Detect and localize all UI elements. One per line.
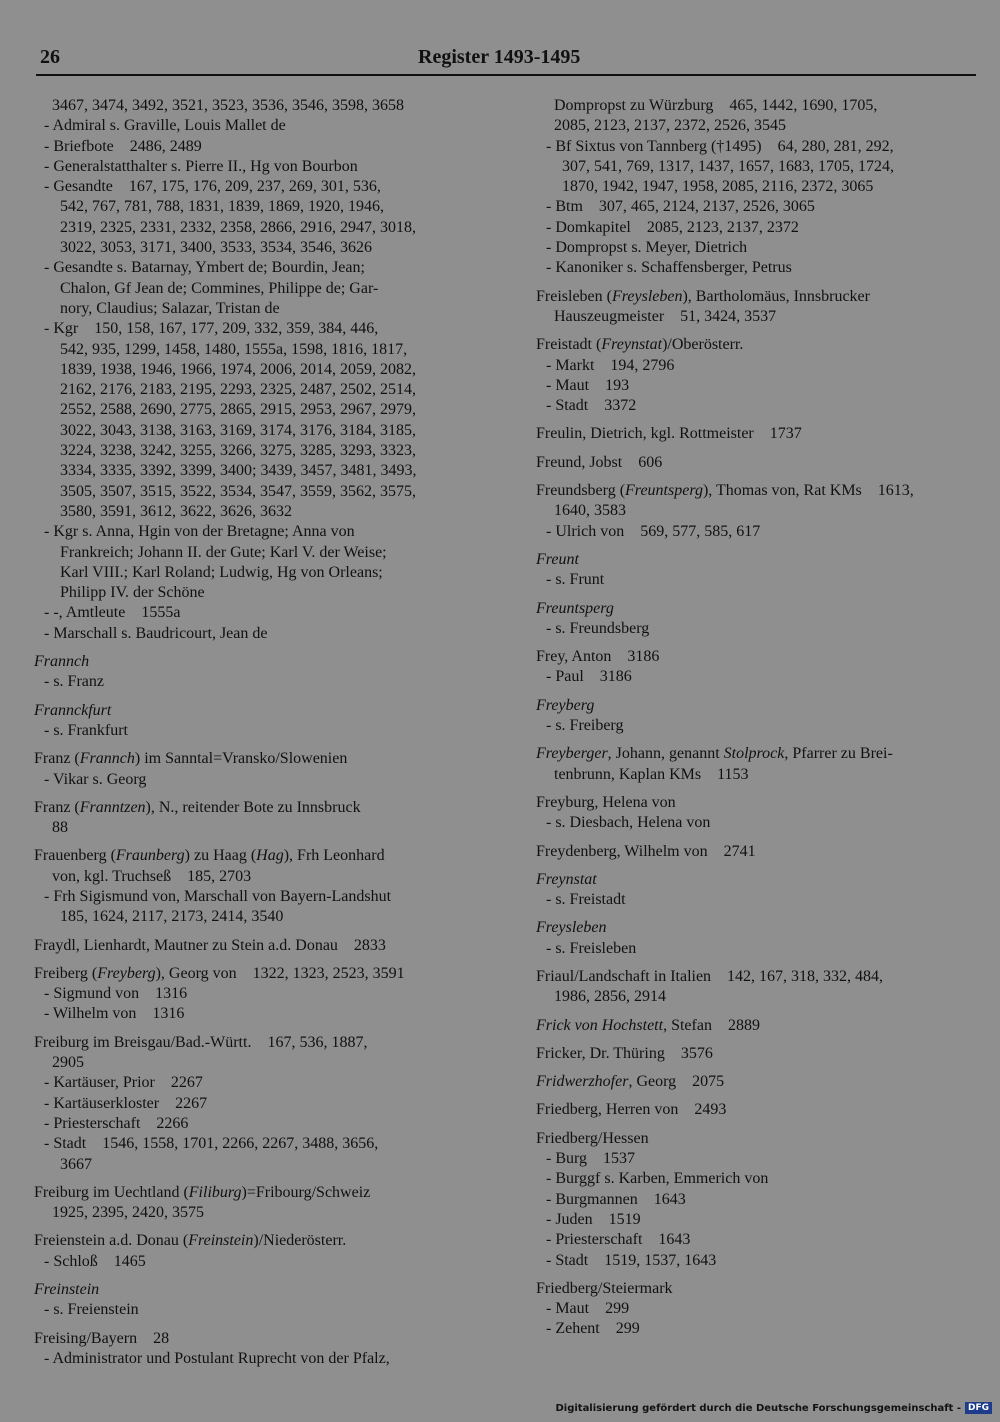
subentry-line: - Bf Sixtus von Tannberg (†1495) 64, 280, 281, 292, bbox=[546, 137, 894, 155]
subentry-line: - s. Frankfurt bbox=[44, 721, 128, 739]
subentry-line: - Frh Sigismund von, Marschall von Bayern-Landshut bbox=[44, 887, 392, 905]
entry-headword-line: Fricker, Dr. Thüring 3576 bbox=[536, 1044, 713, 1062]
entry-headword-line: Freyberger, Johann, genannt Stolprock, Pfarrer zu Brei- bbox=[536, 745, 893, 763]
subentry-line: - Burgmannen 1643 bbox=[546, 1190, 686, 1208]
continuation-line: 1870, 1942, 1947, 1958, 2085, 2116, 2372, 3065 bbox=[562, 178, 874, 196]
subentry-line: - Kartäuserkloster 2267 bbox=[44, 1094, 208, 1112]
entry-headword-line: Friedberg/Hessen bbox=[536, 1129, 649, 1147]
continuation-line: 88 bbox=[52, 819, 68, 837]
entry-headword-line: Franz (Franntzen), N., reitender Bote zu Innsbruck bbox=[34, 798, 361, 816]
subentry-line: - Vikar s. Georg bbox=[44, 770, 147, 788]
continuation-line: Dompropst zu Würzburg 465, 1442, 1690, 1705, bbox=[554, 97, 878, 114]
subentry-line: - Generalstatthalter s. Pierre II., Hg von Bourbon bbox=[44, 157, 358, 175]
entry-headword-line: Freiburg im Uechtland (Filiburg)=Fribourg/Schweiz bbox=[34, 1183, 371, 1201]
entry-headword-line: Freydenberg, Wilhelm von 2741 bbox=[536, 842, 756, 860]
continuation-line: 307, 541, 769, 1317, 1437, 1657, 1683, 1705, 1724, bbox=[562, 157, 894, 175]
subentry-line: - Schloß 1465 bbox=[44, 1252, 146, 1270]
entry-headword-line: Freulin, Dietrich, kgl. Rottmeister 1737 bbox=[536, 425, 802, 443]
entry-headword-line: Freysleben bbox=[536, 919, 607, 937]
subentry-line: - Sigmund von 1316 bbox=[44, 985, 188, 1003]
continuation-line: Hauszeugmeister 51, 3424, 3537 bbox=[554, 307, 777, 325]
entry-headword-line: Fraydl, Lienhardt, Mautner zu Stein a.d. Donau 2833 bbox=[34, 936, 386, 954]
subentry-line: - s. Frunt bbox=[546, 571, 605, 589]
register-entry bbox=[536, 1129, 982, 1271]
continuation-line: nory, Claudius; Salazar, Tristan de bbox=[60, 299, 280, 317]
entry-headword-line: Freunt bbox=[536, 550, 579, 568]
register-entry bbox=[536, 335, 982, 416]
entry-headword-line: Friaul/Landschaft in Italien 142, 167, 318, 332, 484, bbox=[536, 967, 884, 985]
subentry-line: - Wilhelm von 1316 bbox=[44, 1005, 185, 1023]
register-entry bbox=[536, 1044, 982, 1064]
entry-headword-line: Friedberg, Herren von 2493 bbox=[536, 1101, 727, 1119]
entry-headword-line: Freyberg bbox=[536, 696, 595, 714]
register-entry bbox=[536, 842, 982, 862]
register-entry bbox=[536, 793, 982, 834]
subentry-line: - Stadt 1519, 1537, 1643 bbox=[546, 1251, 717, 1269]
page-header bbox=[40, 46, 975, 74]
subentry-line: - Stadt 3372 bbox=[546, 397, 637, 415]
continuation-line: 3580, 3591, 3612, 3622, 3626, 3632 bbox=[60, 502, 292, 520]
entry-headword-line: Fridwerzhofer, Georg 2075 bbox=[536, 1073, 725, 1091]
register-entry bbox=[536, 918, 982, 959]
continuation-line: 3505, 3507, 3515, 3522, 3534, 3547, 3559, 3562, 3575, bbox=[60, 482, 416, 500]
continuation-line: 1839, 1938, 1946, 1966, 1974, 2006, 2014, 2059, 2082, bbox=[60, 360, 416, 378]
register-entry bbox=[536, 870, 982, 911]
subentry-line: - Admiral s. Graville, Louis Mallet de bbox=[44, 117, 286, 135]
continuation-line: tenbrunn, Kaplan KMs 1153 bbox=[554, 765, 749, 783]
register-entry bbox=[34, 749, 479, 790]
subentry-line: - -, Amtleute 1555a bbox=[44, 604, 181, 622]
continuation-line: 3022, 3043, 3138, 3163, 3169, 3174, 3176, 3184, 3185, bbox=[60, 421, 416, 439]
subentry-line: - Kgr s. Anna, Hgin von der Bretagne; Anna von bbox=[44, 523, 355, 541]
register-entry bbox=[34, 1329, 479, 1370]
subentry-line: - Briefbote 2486, 2489 bbox=[44, 137, 202, 155]
subentry-line: - s. Freistadt bbox=[546, 891, 626, 909]
subentry-line: - Kartäuser, Prior 2267 bbox=[44, 1074, 203, 1092]
subentry-line: - Juden 1519 bbox=[546, 1210, 641, 1228]
entry-headword-line: Freisleben (Freysleben), Bartholomäus, Innsbrucker bbox=[536, 287, 870, 305]
register-entry bbox=[536, 599, 982, 640]
register-entry bbox=[34, 964, 479, 1025]
continuation-line: Chalon, Gf Jean de; Commines, Philippe de; Gar- bbox=[60, 279, 379, 297]
subentry-line: - Ulrich von 569, 577, 585, 617 bbox=[546, 522, 761, 540]
continuation-line: 2162, 2176, 2183, 2195, 2293, 2325, 2487, 2502, 2514, bbox=[60, 381, 416, 399]
register-entry bbox=[34, 96, 479, 644]
continuation-line: 2319, 2325, 2331, 2332, 2358, 2866, 2916, 2947, 3018, bbox=[60, 218, 416, 236]
entry-headword-line: Freienstein a.d. Donau (Freinstein)/Niederösterr. bbox=[34, 1232, 347, 1250]
register-entry bbox=[536, 1279, 982, 1340]
subentry-line: - s. Franz bbox=[44, 673, 104, 691]
register-entry bbox=[536, 1016, 982, 1036]
subentry-line: - Gesandte 167, 175, 176, 209, 237, 269, 301, 536, bbox=[44, 178, 381, 196]
register-entry bbox=[34, 1033, 479, 1175]
register-entry bbox=[34, 798, 479, 839]
register-entry bbox=[34, 846, 479, 927]
continuation-line: 3334, 3335, 3392, 3399, 3400; 3439, 3457, 3481, 3493, bbox=[60, 462, 417, 480]
continuation-line: 2085, 2123, 2137, 2372, 2526, 3545 bbox=[554, 117, 786, 135]
subentry-line: - Administrator und Postulant Ruprecht von der Pfalz, bbox=[44, 1349, 390, 1367]
entry-headword-line: Friedberg/Steiermark bbox=[536, 1279, 673, 1297]
register-entry bbox=[34, 652, 479, 693]
continuation-line: 542, 767, 781, 788, 1831, 1839, 1869, 1920, 1946, bbox=[60, 198, 384, 216]
continuation-line: 1640, 3583 bbox=[554, 502, 626, 520]
continuation-line: 2552, 2588, 2690, 2775, 2865, 2915, 2953, 2967, 2979, bbox=[60, 401, 416, 419]
continuation-line: 3467, 3474, 3492, 3521, 3523, 3536, 3546, 3598, 3658 bbox=[52, 97, 404, 114]
right-column bbox=[536, 96, 982, 1348]
register-entry bbox=[536, 967, 982, 1008]
entry-headword-line: Freistadt (Freynstat)/Oberösterr. bbox=[536, 336, 744, 354]
entry-headword-line: Freyburg, Helena von bbox=[536, 793, 676, 811]
continuation-line: 542, 935, 1299, 1458, 1480, 1555a, 1598, 1816, 1817, bbox=[60, 340, 408, 358]
footer-credit bbox=[555, 1402, 992, 1414]
subentry-line: - Burggf s. Karben, Emmerich von bbox=[546, 1170, 769, 1188]
subentry-line: - Priesterschaft 1643 bbox=[546, 1231, 691, 1249]
subentry-line: - s. Freienstein bbox=[44, 1301, 139, 1319]
register-entry bbox=[536, 453, 982, 473]
subentry-line: - s. Freiberg bbox=[546, 717, 624, 735]
entry-headword-line: Freinstein bbox=[34, 1281, 100, 1299]
subentry-line: - Maut 299 bbox=[546, 1300, 630, 1318]
register-entry bbox=[34, 1280, 479, 1321]
entry-headword-line: Franz (Frannch) im Sanntal=Vransko/Slowenien bbox=[34, 750, 348, 768]
header-rule bbox=[36, 74, 976, 76]
register-entry bbox=[536, 287, 982, 328]
register-entry bbox=[34, 701, 479, 742]
continuation-line: 3022, 3053, 3171, 3400, 3533, 3534, 3546, 3626 bbox=[60, 239, 372, 257]
continuation-line: 1925, 2395, 2420, 3575 bbox=[52, 1204, 204, 1222]
entry-headword-line: Frick von Hochstett, Stefan 2889 bbox=[536, 1016, 760, 1034]
register-entry bbox=[536, 1100, 982, 1120]
dfg-logo: DFG bbox=[965, 1402, 992, 1414]
subentry-line: - s. Diesbach, Helena von bbox=[546, 814, 711, 832]
continuation-line: 2905 bbox=[52, 1054, 84, 1072]
continuation-line: 185, 1624, 2117, 2173, 2414, 3540 bbox=[60, 908, 284, 926]
continuation-line: 3667 bbox=[60, 1155, 92, 1173]
entry-headword-line: Freund, Jobst 606 bbox=[536, 453, 663, 471]
entry-headword-line: Frannch bbox=[34, 653, 90, 671]
subentry-line: - Maut 193 bbox=[546, 376, 630, 394]
subentry-line: - Burg 1537 bbox=[546, 1150, 636, 1168]
page-title: Register 1493-1495 bbox=[418, 46, 581, 68]
register-entry bbox=[34, 1183, 479, 1224]
register-entry bbox=[34, 936, 479, 956]
continuation-line: 3224, 3238, 3242, 3255, 3266, 3275, 3285, 3293, 3323, bbox=[60, 442, 416, 460]
continuation-line: von, kgl. Truchseß 185, 2703 bbox=[52, 867, 252, 885]
entry-headword-line: Freundsberg (Freuntsperg), Thomas von, Rat KMs 1613, bbox=[536, 482, 914, 500]
page-number: 26 bbox=[40, 46, 60, 68]
register-entry bbox=[536, 1072, 982, 1092]
subentry-line: - s. Freisleben bbox=[546, 939, 637, 957]
register-entry bbox=[536, 647, 982, 688]
entry-headword-line: Freiberg (Freyberg), Georg von 1322, 1323, 2523, 3591 bbox=[34, 964, 405, 982]
subentry-line: - Domkapitel 2085, 2123, 2137, 2372 bbox=[546, 218, 799, 236]
continuation-line: Frankreich; Johann II. der Gute; Karl V. der Weise; bbox=[60, 543, 387, 561]
subentry-line: - Markt 194, 2796 bbox=[546, 356, 675, 374]
register-entry bbox=[536, 481, 982, 542]
subentry-line: - Kanoniker s. Schaffensberger, Petrus bbox=[546, 259, 792, 277]
continuation-line: Philipp IV. der Schöne bbox=[60, 584, 205, 602]
subentry-line: - Marschall s. Baudricourt, Jean de bbox=[44, 624, 268, 642]
continuation-line: Karl VIII.; Karl Roland; Ludwig, Hg von Orleans; bbox=[60, 563, 383, 581]
footer-text: Digitalisierung gefördert durch die Deutsche Forschungsgemeinschaft - bbox=[555, 1402, 961, 1414]
subentry-line: - Paul 3186 bbox=[546, 668, 632, 686]
subentry-line: - Gesandte s. Batarnay, Ymbert de; Bourdin, Jean; bbox=[44, 259, 365, 277]
subentry-line: - Zehent 299 bbox=[546, 1320, 640, 1338]
continuation-line: 1986, 2856, 2914 bbox=[554, 988, 666, 1006]
subentry-line: - Priesterschaft 2266 bbox=[44, 1114, 189, 1132]
register-entry bbox=[536, 696, 982, 737]
entry-headword-line: Freynstat bbox=[536, 870, 597, 888]
subentry-line: - s. Freundsberg bbox=[546, 619, 650, 637]
subentry-line: - Btm 307, 465, 2124, 2137, 2526, 3065 bbox=[546, 198, 815, 216]
entry-headword-line: Freuntsperg bbox=[536, 599, 614, 617]
left-column bbox=[34, 96, 479, 1377]
entry-headword-line: Frey, Anton 3186 bbox=[536, 648, 660, 666]
entry-headword-line: Freising/Bayern 28 bbox=[34, 1329, 170, 1347]
register-entry bbox=[536, 96, 982, 279]
register-entry bbox=[34, 1231, 479, 1272]
register-entry bbox=[536, 550, 982, 591]
entry-headword-line: Frannckfurt bbox=[34, 701, 112, 719]
entry-headword-line: Frauenberg (Fraunberg) zu Haag (Hag), Frh Leonhard bbox=[34, 847, 385, 865]
register-entry bbox=[536, 744, 982, 785]
subentry-line: - Dompropst s. Meyer, Dietrich bbox=[546, 239, 748, 257]
subentry-line: - Stadt 1546, 1558, 1701, 2266, 2267, 3488, 3656, bbox=[44, 1135, 379, 1153]
register-entry bbox=[536, 424, 982, 444]
subentry-line: - Kgr 150, 158, 167, 177, 209, 332, 359, 384, 446, bbox=[44, 320, 379, 338]
entry-headword-line: Freiburg im Breisgau/Bad.-Württ. 167, 536, 1887, bbox=[34, 1033, 368, 1051]
